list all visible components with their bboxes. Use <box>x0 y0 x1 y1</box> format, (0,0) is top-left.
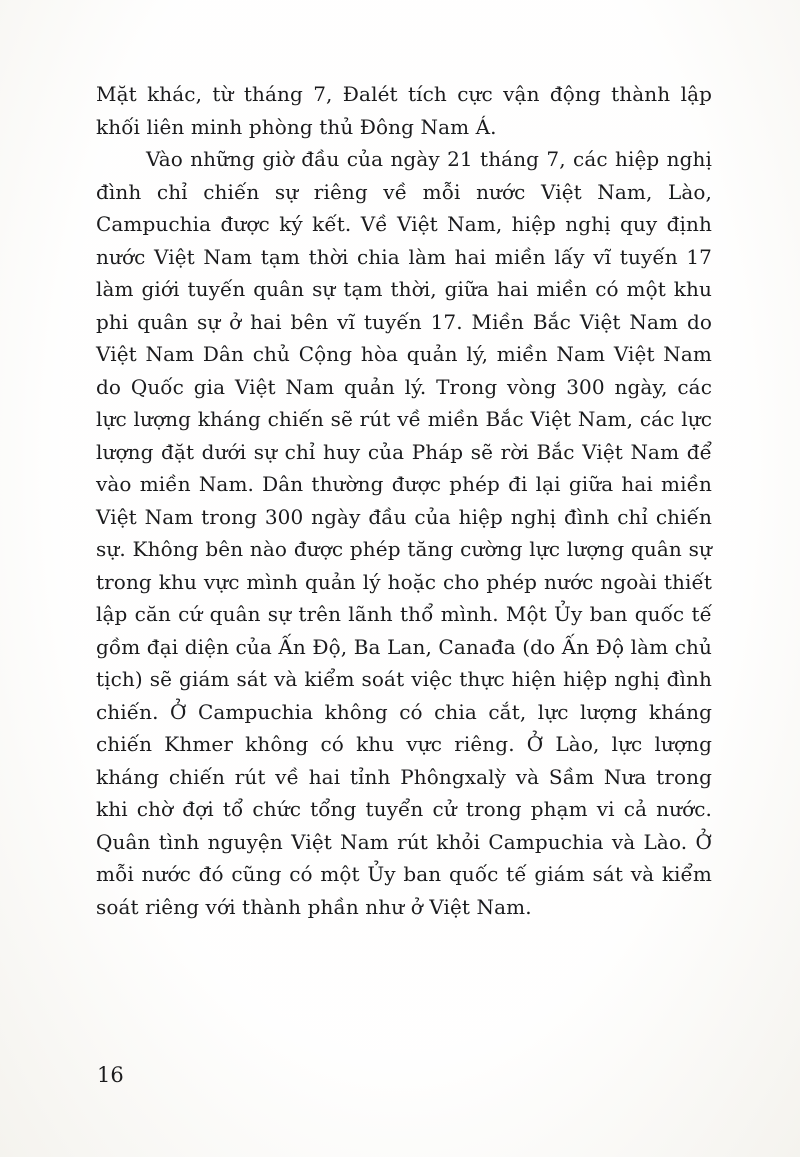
page-number: 16 <box>97 1063 124 1087</box>
paragraph: Vào những giờ đầu của ngày 21 tháng 7, các hiệp nghị đình chỉ chiến sự riêng về mỗi nước Việt Nam, Lào, Campuchia được ký kết. Về Việt Nam, hiệp nghị quy định nước Việt Nam tạm thời chia làm hai miền lấy vĩ tuyến 17 làm giới tuyến quân sự tạm thời, giữa hai miền có một khu phi quân sự ở hai bên vĩ tuyến 17. Miền Bắc Việt Nam do Việt Nam Dân chủ Cộng hòa quản lý, miền Nam Việt Nam do Quốc gia Việt Nam quản lý. Trong vòng 300 ngày, các lực lượng kháng chiến sẽ rút về miền Bắc Việt Nam, các lực lượng đặt dưới sự chỉ huy của Pháp sẽ rời Bắc Việt Nam để vào miền Nam. Dân thường được phép đi lại giữa hai miền Việt Nam trong 300 ngày đầu của hiệp nghị đình chỉ chiến sự. Không bên nào được phép tăng cường lực lượng quân sự trong khu vực mình quản lý hoặc cho phép nước ngoài thiết lập căn cứ quân sự trên lãnh thổ mình. Một Ủy ban quốc tế gồm đại diện của Ấn Độ, Ba Lan, Canađa (do Ấn Độ làm chủ tịch) sẽ giám sát và kiểm soát việc thực hiện hiệp nghị đình chiến. Ở Campuchia không có chia cắt, lực lượng kháng chiến Khmer không có khu vực riêng. Ở Lào, lực lượng kháng chiến rút về hai tỉnh Phôngxalỳ và Sầm Nưa trong khi chờ đợi tổ chức tổng tuyển cử trong phạm vi cả nước. Quân tình nguyện Việt Nam rút khỏi Campuchia và Lào. Ở mỗi nước đó cũng có một Ủy ban quốc tế giám sát và kiểm soát riêng với thành phần như ở Việt Nam. <box>96 147 712 919</box>
paragraph: Mặt khác, từ tháng 7, Đalét tích cực vận động thành lập khối liên minh phòng thủ Đông Nam Á. <box>96 82 712 139</box>
body-text <box>96 78 712 923</box>
